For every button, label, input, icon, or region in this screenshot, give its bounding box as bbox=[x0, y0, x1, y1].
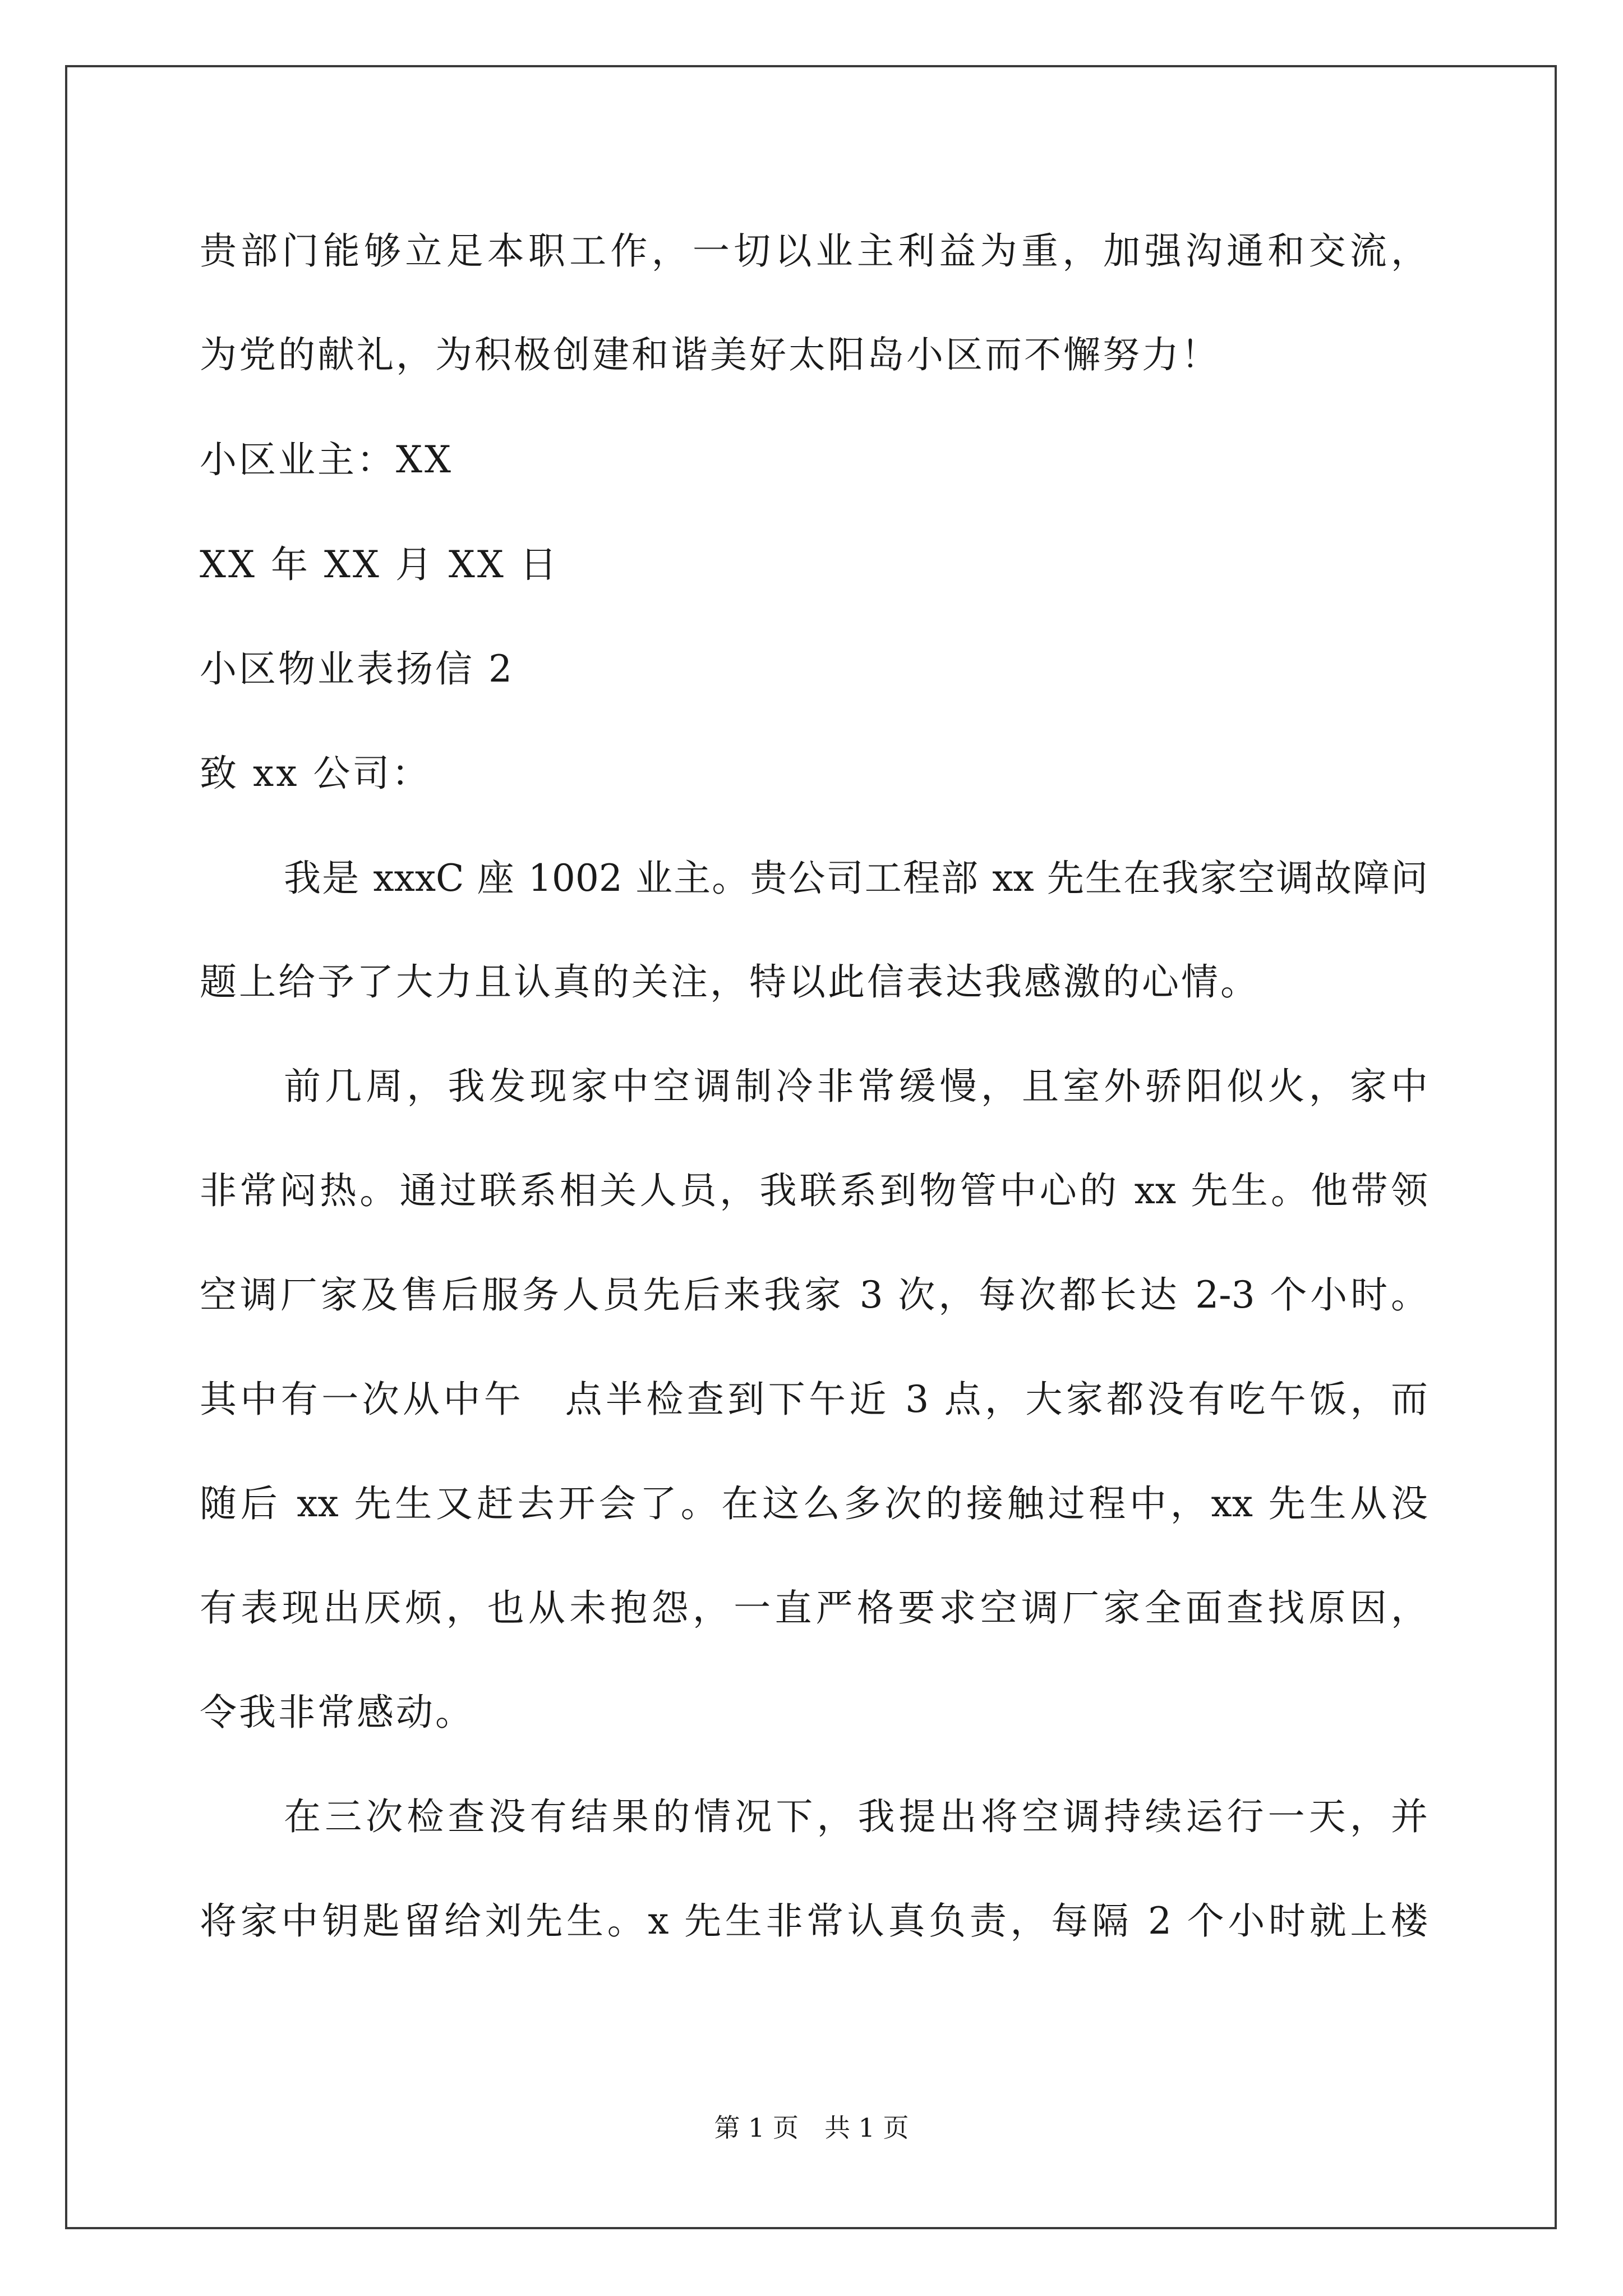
letter-title: 小区物业表扬信 2 bbox=[200, 647, 514, 691]
signature-owner: 小区业主：XX bbox=[200, 438, 453, 481]
text-line: 我是 xxxC 座 1002 业主。贵公司工程部 xx 先生在我家空调故障问 bbox=[284, 857, 1428, 900]
signature-date: XX 年 XX 月 XX 日 bbox=[200, 543, 559, 586]
text-line: 前几周，我发现家中空调制冷非常缓慢，且室外骄阳似火，家中 bbox=[284, 1065, 1428, 1108]
text-line: 将家中钥匙留给刘先生。x 先生非常认真负责，每隔 2 个小时就上楼 bbox=[200, 1899, 1428, 1943]
page-footer: 第 1 页 共 1 页 bbox=[714, 2113, 909, 2143]
salutation: 致 xx 公司： bbox=[200, 752, 431, 795]
text-line: 随后 xx 先生又赶去开会了。在这么多次的接触过程中，xx 先生从没 bbox=[200, 1482, 1428, 1525]
text-line: 在三次检查没有结果的情况下，我提出将空调持续运行一天，并 bbox=[284, 1795, 1428, 1838]
text-line: 贵部门能够立足本职工作，一切以业主利益为重，加强沟通和交流， bbox=[200, 229, 1428, 273]
text-line: 空调厂家及售后服务人员先后来我家 3 次，每次都长达 2-3 个小时。 bbox=[200, 1273, 1428, 1317]
text-line: 为党的献礼，为积极创建和谐美好太阳岛小区而不懈努力！ bbox=[200, 333, 1220, 376]
text-line: 其中有一次从中午 点半检查到下午近 3 点，大家都没有吃午饭，而 bbox=[200, 1378, 1428, 1421]
text-line: 题上给予了大力且认真的关注，特以此信表达我感激的心情。 bbox=[200, 960, 1260, 1004]
text-line: 有表现出厌烦，也从未抱怨，一直严格要求空调厂家全面查找原因， bbox=[200, 1586, 1428, 1630]
text-line: 令我非常感动。 bbox=[200, 1691, 474, 1734]
text-line: 非常闷热。通过联系相关人员，我联系到物管中心的 xx 先生。他带领 bbox=[200, 1169, 1428, 1212]
